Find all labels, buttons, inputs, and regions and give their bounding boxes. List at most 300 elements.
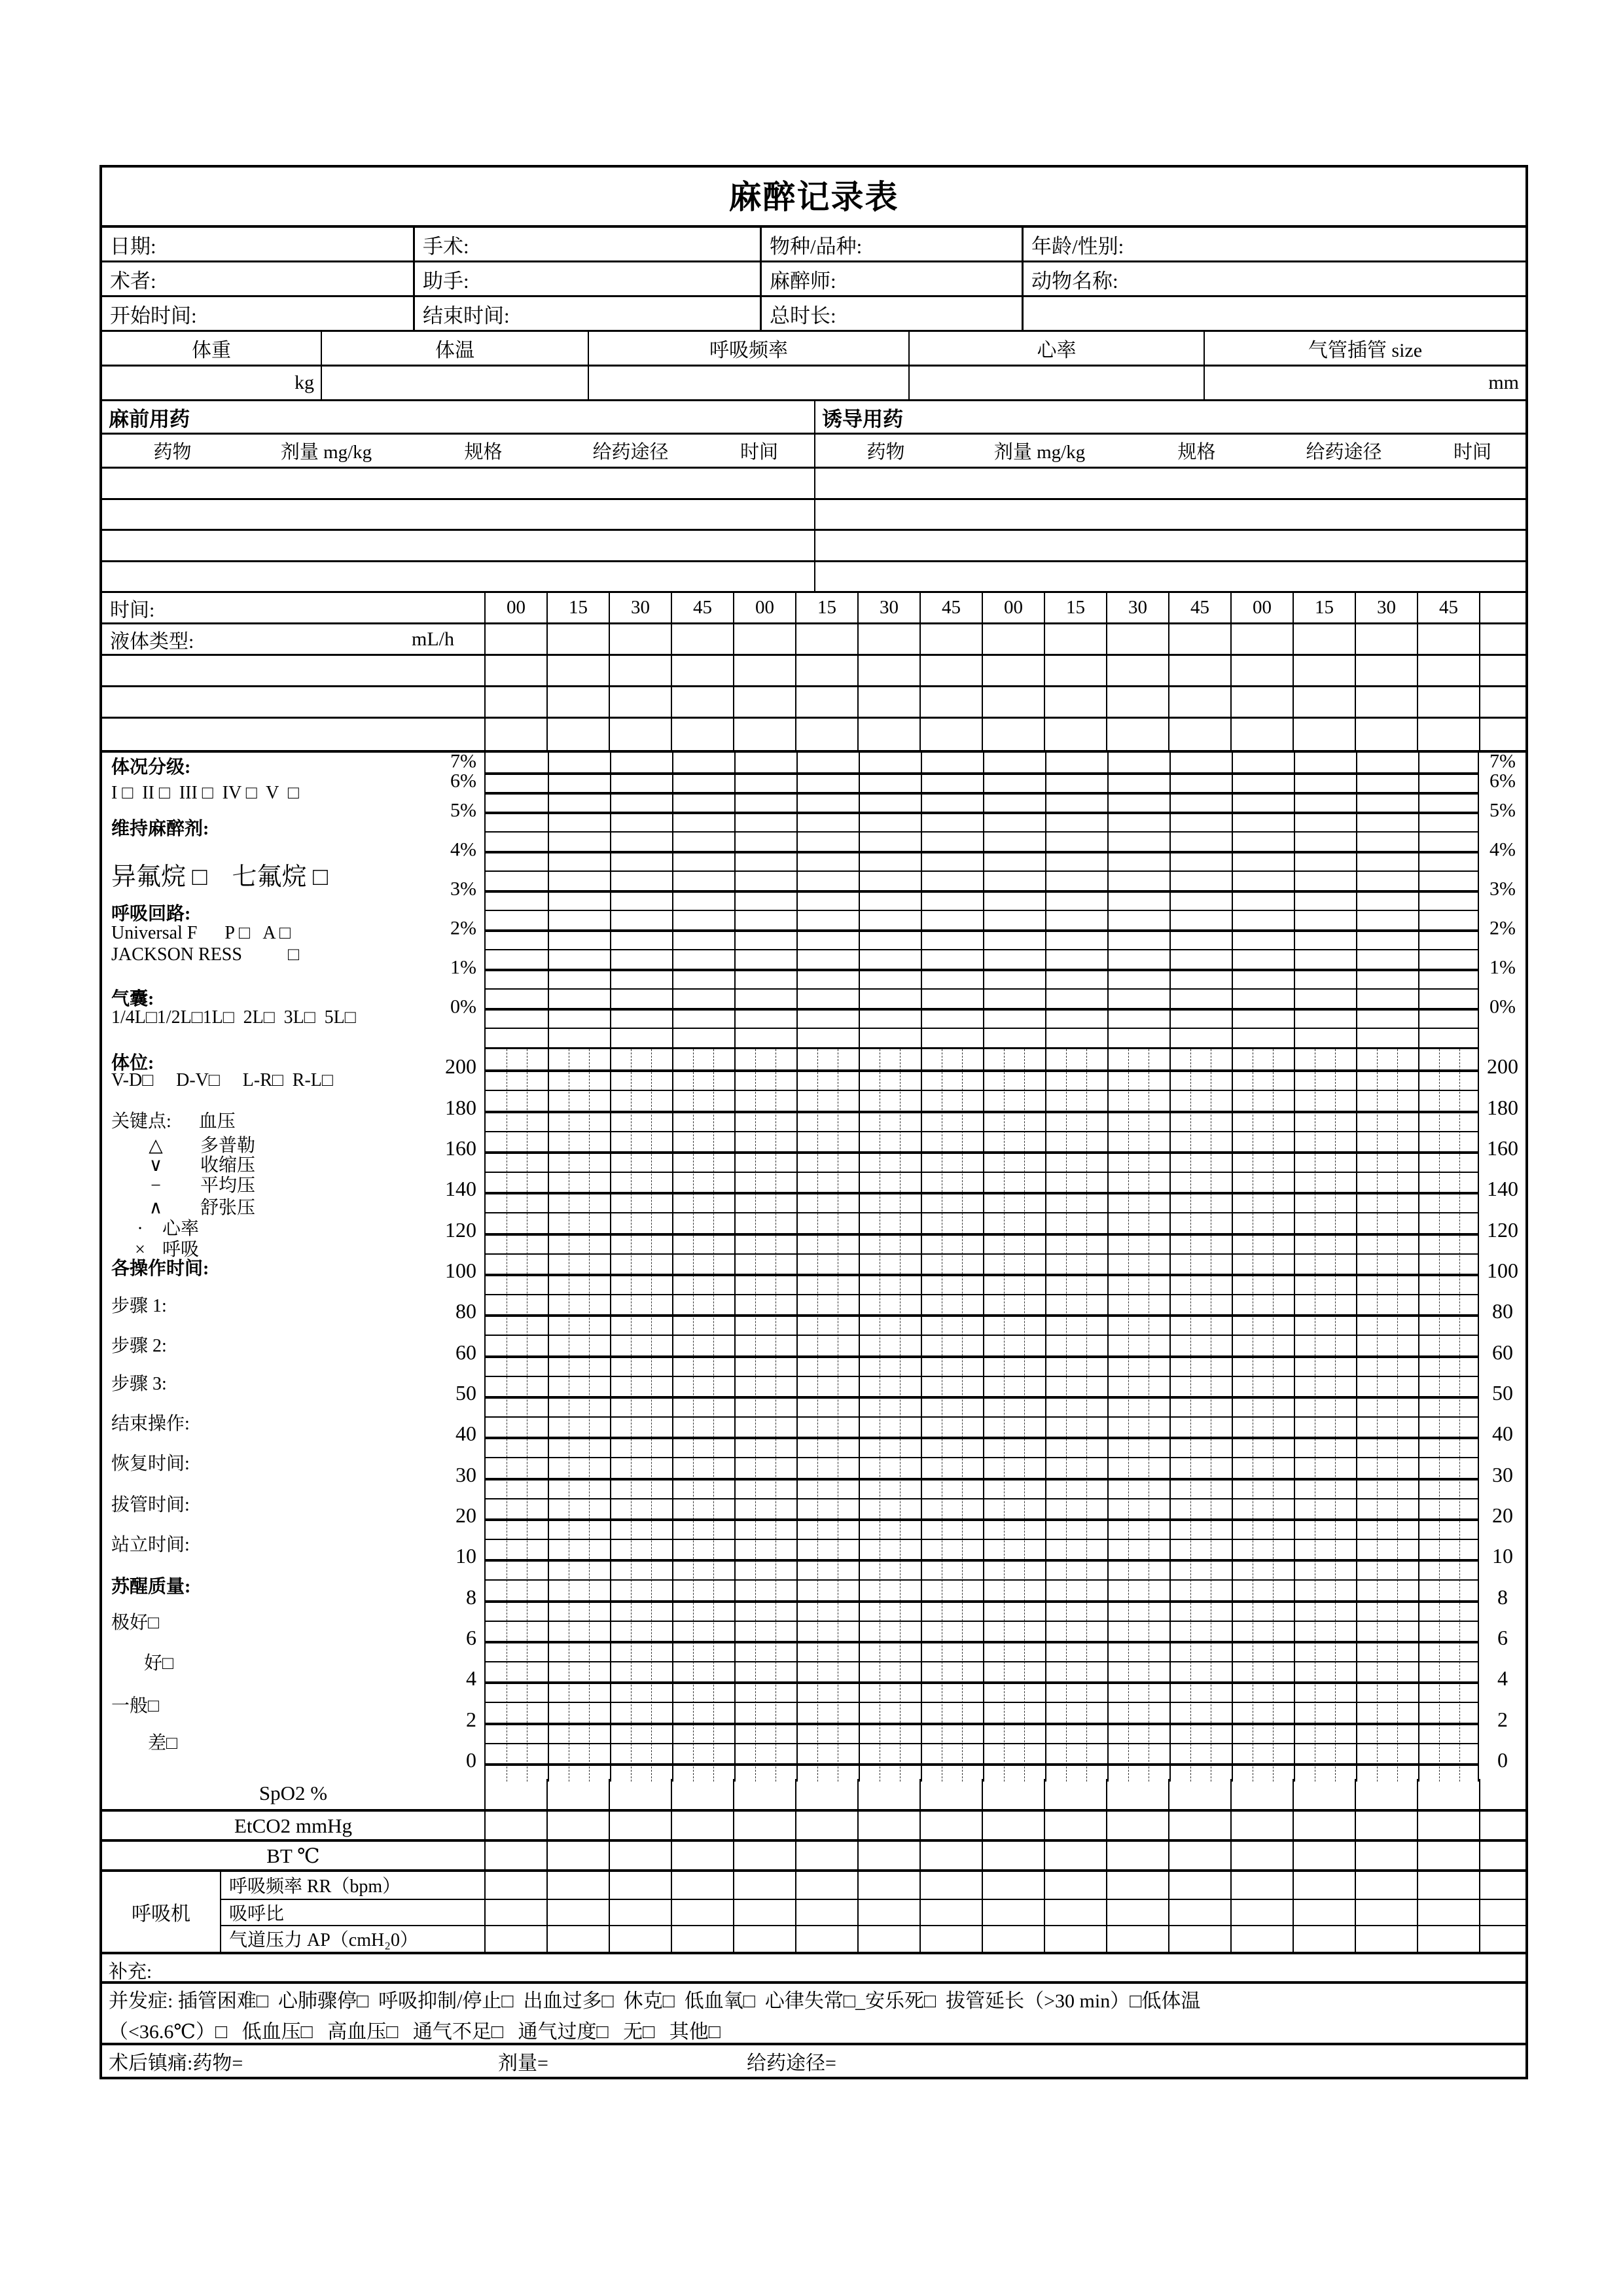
ventilator-cell[interactable] bbox=[982, 1900, 1044, 1926]
bcs-checkboxes[interactable]: I □ II □ III □ IV □ V □ bbox=[111, 783, 299, 803]
vital-tick-left: 100 bbox=[445, 1258, 476, 1282]
quality-excellent-checkbox[interactable]: 极好□ bbox=[111, 1613, 159, 1633]
monitor-cell[interactable] bbox=[795, 1812, 857, 1839]
extra-fluid-cell[interactable] bbox=[1293, 719, 1355, 750]
monitor-cell[interactable] bbox=[546, 1812, 609, 1839]
legend-diastolic: ∧ 舒张压 bbox=[102, 1193, 255, 1219]
vitals-header-row bbox=[102, 332, 1525, 367]
ventilator-cell[interactable] bbox=[857, 1900, 919, 1926]
form-title: 麻醉记录表 bbox=[102, 168, 1525, 228]
extra-fluid-cell[interactable] bbox=[795, 656, 857, 685]
time-cell[interactable]: 45 bbox=[1417, 593, 1479, 622]
info-empty-cell[interactable] bbox=[1022, 297, 1525, 330]
extra-fluid-cell[interactable] bbox=[1044, 687, 1106, 717]
monitor-cell[interactable] bbox=[857, 1779, 919, 1809]
duration-field[interactable] bbox=[760, 297, 1022, 330]
extra-fluid-cell[interactable] bbox=[795, 719, 857, 750]
premed-row[interactable] bbox=[102, 467, 814, 498]
monitor-cell[interactable] bbox=[484, 1779, 546, 1809]
monitor-cell[interactable] bbox=[484, 1812, 546, 1839]
percent-tick-left: 6% bbox=[450, 770, 476, 792]
fluid-cell[interactable] bbox=[1044, 624, 1106, 654]
time-cell[interactable]: 30 bbox=[609, 593, 671, 622]
monitor-cell[interactable] bbox=[1168, 1779, 1230, 1809]
start-time-field[interactable] bbox=[102, 297, 413, 330]
postop-route-field[interactable]: 给药途径= bbox=[747, 2052, 836, 2074]
monitor-cell[interactable] bbox=[857, 1842, 919, 1869]
extra-fluid-label-cell[interactable] bbox=[102, 687, 484, 717]
fluid-cell[interactable] bbox=[857, 624, 919, 654]
extra-fluid-cell[interactable] bbox=[546, 656, 609, 685]
circuit-universal-checkboxes[interactable]: Universal F P □ A □ bbox=[111, 923, 291, 943]
anesthetic-percent-grid[interactable] bbox=[484, 753, 1479, 1047]
col-dose: 剂量 mg/kg bbox=[993, 442, 1086, 463]
extra-fluid-cell[interactable] bbox=[546, 719, 609, 750]
time-cell[interactable]: 30 bbox=[1106, 593, 1168, 622]
postop-dose-field[interactable]: 剂量= bbox=[498, 2052, 548, 2074]
ventilator-cell[interactable] bbox=[733, 1900, 795, 1926]
ventilator-cell-trail[interactable] bbox=[1479, 1872, 1525, 1899]
ventilator-cell[interactable] bbox=[1044, 1872, 1106, 1899]
fluid-cell[interactable] bbox=[919, 624, 982, 654]
extra-fluid-cell[interactable] bbox=[1044, 719, 1106, 750]
extra-fluid-cell[interactable] bbox=[1355, 719, 1417, 750]
monitor-cell[interactable] bbox=[1355, 1812, 1417, 1839]
fluid-cell[interactable] bbox=[484, 624, 546, 654]
monitor-cell-trail[interactable] bbox=[1479, 1842, 1525, 1869]
extra-fluid-label-cell[interactable] bbox=[102, 719, 484, 750]
extra-fluid-cell[interactable] bbox=[484, 656, 546, 685]
monitor-cell[interactable] bbox=[733, 1842, 795, 1869]
vital-tick-left: 6 bbox=[466, 1625, 476, 1649]
ventilator-cell[interactable] bbox=[1293, 1926, 1355, 1952]
monitor-cell[interactable] bbox=[1293, 1779, 1355, 1809]
monitor-cell[interactable] bbox=[1044, 1779, 1106, 1809]
ventilator-cell[interactable] bbox=[1230, 1872, 1293, 1899]
time-cell[interactable]: 45 bbox=[919, 593, 982, 622]
dash-icon: − bbox=[151, 1175, 161, 1196]
percent-tick-right: 5% bbox=[1489, 799, 1516, 821]
bcs-label: 体况分级: bbox=[111, 757, 191, 778]
ventilator-cell[interactable] bbox=[1106, 1900, 1168, 1926]
fluid-cell[interactable] bbox=[609, 624, 671, 654]
keypoints-row bbox=[102, 1107, 236, 1133]
monitor-cell[interactable] bbox=[733, 1812, 795, 1839]
fluid-cell[interactable] bbox=[1230, 624, 1293, 654]
extra-fluid-cell[interactable] bbox=[1044, 656, 1106, 685]
monitor-cell[interactable] bbox=[1417, 1842, 1479, 1869]
ventilator-cell[interactable] bbox=[733, 1872, 795, 1899]
postop-drug-field[interactable]: 术后镇痛:药物= bbox=[109, 2052, 243, 2074]
induction-table bbox=[814, 401, 1527, 591]
ventilator-cell[interactable] bbox=[795, 1926, 857, 1952]
monitor-cell[interactable] bbox=[982, 1779, 1044, 1809]
ventilator-cell[interactable] bbox=[1355, 1926, 1417, 1952]
time-cell[interactable]: 15 bbox=[795, 593, 857, 622]
ventilator-cell[interactable] bbox=[546, 1872, 609, 1899]
step3-field[interactable]: 步骤 3: bbox=[111, 1374, 167, 1394]
recovery-time-field[interactable]: 恢复时间: bbox=[111, 1454, 190, 1474]
ventilator-cell[interactable] bbox=[609, 1900, 671, 1926]
et-tube-header: 气管插管 size bbox=[1204, 332, 1525, 365]
maintenance-checkboxes[interactable]: 异氟烷 □ 七氟烷 □ bbox=[111, 863, 328, 891]
temperature-field[interactable] bbox=[321, 367, 588, 399]
time-cell[interactable]: 15 bbox=[546, 593, 609, 622]
ventilator-cell[interactable] bbox=[546, 1900, 609, 1926]
time-cell[interactable]: 00 bbox=[484, 593, 546, 622]
extra-fluid-cell[interactable] bbox=[857, 687, 919, 717]
monitor-cell[interactable] bbox=[1293, 1842, 1355, 1869]
extra-fluid-cell[interactable] bbox=[1168, 687, 1230, 717]
monitor-cell[interactable] bbox=[671, 1812, 733, 1839]
monitor-cell[interactable] bbox=[1044, 1842, 1106, 1869]
caret-icon: ∧ bbox=[149, 1198, 163, 1218]
quality-poor-checkbox[interactable]: 差□ bbox=[148, 1733, 177, 1753]
ventilator-cell-trail[interactable] bbox=[1479, 1900, 1525, 1926]
extra-fluid-cell[interactable] bbox=[1106, 719, 1168, 750]
date-label: 日期: bbox=[110, 234, 156, 258]
monitor-cell[interactable] bbox=[1230, 1812, 1293, 1839]
ventilator-cell[interactable] bbox=[546, 1926, 609, 1952]
monitor-cell[interactable] bbox=[919, 1812, 982, 1839]
induction-row[interactable] bbox=[815, 498, 1527, 529]
extra-fluid-cell[interactable] bbox=[1230, 687, 1293, 717]
monitor-cell[interactable] bbox=[671, 1842, 733, 1869]
monitor-cell[interactable] bbox=[546, 1779, 609, 1809]
monitor-cell-trail[interactable] bbox=[1479, 1812, 1525, 1839]
dot-icon: · bbox=[137, 1219, 143, 1239]
fluid-cell[interactable] bbox=[733, 624, 795, 654]
fluid-row bbox=[102, 624, 1525, 656]
percent-tick-right: 7% bbox=[1489, 750, 1516, 772]
ventilator-cell[interactable] bbox=[919, 1872, 982, 1899]
monitor-cell[interactable] bbox=[1355, 1842, 1417, 1869]
respiration-header: 呼吸频率 bbox=[588, 332, 908, 365]
monitor-cell[interactable] bbox=[1106, 1779, 1168, 1809]
ventilator-cell-trail[interactable] bbox=[1479, 1926, 1525, 1952]
extra-fluid-cell[interactable] bbox=[733, 656, 795, 685]
vital-tick-right: 100 bbox=[1487, 1258, 1518, 1282]
ventilator-row bbox=[220, 1899, 1525, 1926]
monitor-cell[interactable] bbox=[1168, 1812, 1230, 1839]
ventilator-cell[interactable] bbox=[857, 1872, 919, 1899]
monitor-cell[interactable] bbox=[1044, 1812, 1106, 1839]
extra-fluid-cell-trail[interactable] bbox=[1479, 656, 1525, 685]
monitor-cell[interactable] bbox=[795, 1842, 857, 1869]
respiration-field[interactable] bbox=[588, 367, 908, 399]
quality-fair-checkbox[interactable]: 一般□ bbox=[111, 1696, 159, 1716]
time-cell[interactable]: 00 bbox=[733, 593, 795, 622]
extra-fluid-cell[interactable] bbox=[919, 687, 982, 717]
percent-tick-left: 7% bbox=[450, 750, 476, 772]
extra-fluid-cell[interactable] bbox=[1417, 719, 1479, 750]
ventilator-cell[interactable] bbox=[857, 1926, 919, 1952]
ventilator-cell[interactable] bbox=[733, 1926, 795, 1952]
complications-checkboxes-line1[interactable]: 并发症: 插管困难□ 心肺骤停□ 呼吸抑制/停止□ 出血过多□ 休克□ 低血氧□ 心律失常□_安乐死□ 拔管延长（>30 min）□低体温 bbox=[109, 1990, 1201, 2013]
vital-tick-left: 140 bbox=[445, 1177, 476, 1201]
percent-tick-right: 4% bbox=[1489, 838, 1516, 861]
vital-tick-right: 2 bbox=[1497, 1707, 1508, 1731]
heart-rate-field[interactable] bbox=[908, 367, 1204, 399]
monitor-cell[interactable] bbox=[484, 1842, 546, 1869]
monitor-cell[interactable] bbox=[919, 1842, 982, 1869]
premedication-table bbox=[102, 401, 814, 591]
monitor-cell[interactable] bbox=[1417, 1779, 1479, 1809]
ventilator-cell[interactable] bbox=[1417, 1872, 1479, 1899]
end-time-field[interactable] bbox=[413, 297, 760, 330]
ventilator-cell[interactable] bbox=[1417, 1900, 1479, 1926]
ventilator-cell[interactable] bbox=[484, 1926, 546, 1952]
ventilator-cell[interactable] bbox=[1230, 1900, 1293, 1926]
complications-section bbox=[102, 1981, 1525, 2043]
animal-name-field[interactable] bbox=[1022, 262, 1525, 295]
ventilator-cell[interactable] bbox=[1044, 1926, 1106, 1952]
induction-row[interactable] bbox=[815, 467, 1527, 498]
time-cell[interactable]: 30 bbox=[857, 593, 919, 622]
fluid-cell[interactable] bbox=[1106, 624, 1168, 654]
extra-fluid-cell[interactable] bbox=[1168, 719, 1230, 750]
monitor-cell[interactable] bbox=[1355, 1779, 1417, 1809]
monitor-cell[interactable] bbox=[1293, 1812, 1355, 1839]
percent-tick-left: 4% bbox=[450, 838, 476, 861]
surgery-field[interactable] bbox=[413, 228, 760, 260]
ventilator-cell[interactable] bbox=[919, 1926, 982, 1952]
extra-fluid-cell[interactable] bbox=[609, 719, 671, 750]
extra-fluid-cell-trail[interactable] bbox=[1479, 687, 1525, 717]
ventilator-cell[interactable] bbox=[1044, 1900, 1106, 1926]
vital-tick-right: 10 bbox=[1492, 1544, 1513, 1568]
extra-fluid-label-cell[interactable] bbox=[102, 656, 484, 685]
induction-row[interactable] bbox=[815, 560, 1527, 592]
circuit-label: 呼吸回路: bbox=[111, 904, 191, 924]
vital-tick-right: 80 bbox=[1492, 1299, 1513, 1323]
time-cell[interactable]: 00 bbox=[982, 593, 1044, 622]
position-label: 体位: bbox=[111, 1053, 154, 1073]
monitor-cell[interactable] bbox=[1106, 1842, 1168, 1869]
monitor-cell-trail[interactable] bbox=[1479, 1779, 1525, 1809]
ventilator-cell[interactable] bbox=[671, 1926, 733, 1952]
fluid-cell[interactable] bbox=[1168, 624, 1230, 654]
premed-row[interactable] bbox=[102, 529, 814, 560]
info-row-3 bbox=[102, 297, 1525, 332]
vital-tick-left: 50 bbox=[455, 1380, 476, 1405]
quality-good-checkbox[interactable]: 好□ bbox=[144, 1653, 173, 1674]
extubation-time-field[interactable]: 拔管时间: bbox=[111, 1495, 190, 1515]
extra-fluid-cell[interactable] bbox=[609, 687, 671, 717]
monitor-cell[interactable] bbox=[1168, 1842, 1230, 1869]
extra-fluid-cell[interactable] bbox=[1106, 656, 1168, 685]
fluid-cell-trail[interactable] bbox=[1479, 624, 1525, 654]
monitor-cell[interactable] bbox=[1417, 1812, 1479, 1839]
extra-fluid-cell[interactable] bbox=[1355, 687, 1417, 717]
vital-tick-right: 20 bbox=[1492, 1503, 1513, 1527]
fluid-cell[interactable] bbox=[671, 624, 733, 654]
fluid-cell[interactable] bbox=[546, 624, 609, 654]
monitor-cell[interactable] bbox=[857, 1812, 919, 1839]
vital-tick-right: 60 bbox=[1492, 1340, 1513, 1364]
ventilator-cell[interactable] bbox=[1230, 1926, 1293, 1952]
ventilator-cell[interactable] bbox=[795, 1872, 857, 1899]
monitor-cell[interactable] bbox=[795, 1779, 857, 1809]
ventilator-row bbox=[220, 1872, 1525, 1899]
monitor-section bbox=[102, 1779, 1525, 1869]
keypoints-label: 关键点: bbox=[111, 1111, 171, 1132]
supplement-field[interactable]: 补充: bbox=[102, 1952, 1525, 1981]
weight-field[interactable] bbox=[102, 367, 321, 399]
extra-fluid-cell[interactable] bbox=[1293, 656, 1355, 685]
extra-fluid-cell[interactable] bbox=[1293, 687, 1355, 717]
vee-icon: ∨ bbox=[149, 1155, 163, 1175]
time-cell[interactable]: 15 bbox=[1044, 593, 1106, 622]
extra-fluid-cell[interactable] bbox=[1417, 687, 1479, 717]
extra-fluid-cell[interactable] bbox=[857, 719, 919, 750]
bag-checkboxes[interactable]: 1/4L□1/2L□1L□ 2L□ 3L□ 5L□ bbox=[111, 1007, 356, 1028]
vital-tick-right: 200 bbox=[1487, 1054, 1518, 1079]
extra-fluid-cell[interactable] bbox=[1168, 656, 1230, 685]
extra-fluid-cell[interactable] bbox=[1355, 656, 1417, 685]
ventilator-cell[interactable] bbox=[919, 1900, 982, 1926]
ventilator-cell[interactable] bbox=[982, 1926, 1044, 1952]
ventilator-cell[interactable] bbox=[1293, 1872, 1355, 1899]
extra-fluid-cell[interactable] bbox=[484, 687, 546, 717]
step2-field[interactable]: 步骤 2: bbox=[111, 1336, 167, 1356]
position-checkboxes[interactable]: V-D□ D-V□ L-R□ R-L□ bbox=[111, 1070, 333, 1090]
extra-fluid-cell-trail[interactable] bbox=[1479, 719, 1525, 750]
info-row-1 bbox=[102, 228, 1525, 262]
time-cell-trail[interactable] bbox=[1479, 593, 1525, 622]
extra-fluid-cell[interactable] bbox=[795, 687, 857, 717]
extra-fluid-cell[interactable] bbox=[1230, 719, 1293, 750]
circuit-jackson-checkbox[interactable]: JACKSON RESS □ bbox=[111, 944, 299, 965]
extra-fluid-cell[interactable] bbox=[982, 656, 1044, 685]
monitor-cell[interactable] bbox=[919, 1779, 982, 1809]
ventilator-cell[interactable] bbox=[484, 1900, 546, 1926]
ventilator-cell[interactable] bbox=[982, 1872, 1044, 1899]
time-cell[interactable]: 45 bbox=[671, 593, 733, 622]
percent-tick-left: 0% bbox=[450, 996, 476, 1018]
premed-row[interactable] bbox=[102, 498, 814, 529]
info-row-2 bbox=[102, 262, 1525, 297]
col-dose: 剂量 mg/kg bbox=[280, 442, 372, 463]
ventilator-cell[interactable] bbox=[1417, 1926, 1479, 1952]
extra-fluid-cell[interactable] bbox=[733, 719, 795, 750]
end-operation-field[interactable]: 结束操作: bbox=[111, 1414, 190, 1434]
monitor-cell[interactable] bbox=[546, 1842, 609, 1869]
ventilator-cell[interactable] bbox=[671, 1900, 733, 1926]
fluid-cell[interactable] bbox=[1417, 624, 1479, 654]
vital-tick-right: 6 bbox=[1497, 1625, 1508, 1649]
monitor-cell[interactable] bbox=[982, 1812, 1044, 1839]
vital-tick-right: 4 bbox=[1497, 1666, 1508, 1691]
standing-time-field[interactable]: 站立时间: bbox=[111, 1535, 190, 1555]
time-cell[interactable]: 15 bbox=[1293, 593, 1355, 622]
monitor-cell[interactable] bbox=[733, 1779, 795, 1809]
monitor-cell[interactable] bbox=[1230, 1779, 1293, 1809]
monitor-cell[interactable] bbox=[982, 1842, 1044, 1869]
extra-fluid-cell[interactable] bbox=[857, 656, 919, 685]
col-route: 给药途径 bbox=[1306, 442, 1382, 463]
ventilator-cell[interactable] bbox=[609, 1926, 671, 1952]
end-time-label: 结束时间: bbox=[423, 304, 510, 327]
time-cell[interactable]: 45 bbox=[1168, 593, 1230, 622]
ventilator-cell[interactable] bbox=[1106, 1872, 1168, 1899]
vital-tick-left: 160 bbox=[445, 1136, 476, 1160]
percent-tick-left: 3% bbox=[450, 878, 476, 900]
time-cell[interactable]: 30 bbox=[1355, 593, 1417, 622]
monitor-row bbox=[102, 1809, 1525, 1839]
ventilator-cell[interactable] bbox=[1106, 1926, 1168, 1952]
assistant-field[interactable] bbox=[413, 262, 760, 295]
monitor-cell[interactable] bbox=[609, 1842, 671, 1869]
extra-fluid-cell[interactable] bbox=[919, 719, 982, 750]
induction-row[interactable] bbox=[815, 529, 1527, 560]
extra-fluid-row bbox=[102, 656, 1525, 687]
extra-fluid-cell[interactable] bbox=[982, 719, 1044, 750]
extra-fluid-cell[interactable] bbox=[546, 687, 609, 717]
fluid-cell[interactable] bbox=[795, 624, 857, 654]
species-label: 物种/品种: bbox=[770, 234, 863, 258]
monitor-cell[interactable] bbox=[609, 1812, 671, 1839]
monitor-cell[interactable] bbox=[671, 1779, 733, 1809]
extra-fluid-cell[interactable] bbox=[1417, 656, 1479, 685]
ventilator-cell[interactable] bbox=[1168, 1872, 1230, 1899]
extra-fluid-cell[interactable] bbox=[1106, 687, 1168, 717]
step1-field[interactable]: 步骤 1: bbox=[111, 1296, 167, 1316]
ventilator-row bbox=[220, 1925, 1525, 1952]
fluid-cell[interactable] bbox=[1355, 624, 1417, 654]
kg-unit: kg bbox=[294, 372, 314, 393]
monitor-cell[interactable] bbox=[1230, 1842, 1293, 1869]
premedication-title: 麻前用药 bbox=[109, 407, 190, 431]
ventilator-cell[interactable] bbox=[484, 1872, 546, 1899]
surgeon-field[interactable] bbox=[102, 262, 413, 295]
ventilator-cell[interactable] bbox=[795, 1900, 857, 1926]
date-field[interactable] bbox=[102, 228, 413, 260]
ventilator-cell[interactable] bbox=[1168, 1926, 1230, 1952]
extra-fluid-cell[interactable] bbox=[671, 719, 733, 750]
age-sex-label: 年龄/性别: bbox=[1031, 234, 1124, 258]
extra-fluid-cell[interactable] bbox=[1230, 656, 1293, 685]
monitor-row-label: EtCO2 mmHg bbox=[234, 1814, 352, 1837]
ventilator-cell[interactable] bbox=[609, 1872, 671, 1899]
species-field[interactable] bbox=[760, 228, 1022, 260]
extra-fluid-cell[interactable] bbox=[671, 656, 733, 685]
extra-fluid-cell[interactable] bbox=[609, 656, 671, 685]
extra-fluid-row bbox=[102, 719, 1525, 750]
ventilator-cell[interactable] bbox=[1355, 1872, 1417, 1899]
ventilator-cell[interactable] bbox=[1168, 1900, 1230, 1926]
extra-fluid-cell[interactable] bbox=[919, 656, 982, 685]
ventilator-cell[interactable] bbox=[1293, 1900, 1355, 1926]
extra-fluid-cell[interactable] bbox=[671, 687, 733, 717]
ventilator-cell[interactable] bbox=[1355, 1900, 1417, 1926]
premed-row[interactable] bbox=[102, 560, 814, 592]
extra-fluid-cell[interactable] bbox=[484, 719, 546, 750]
ventilator-cell[interactable] bbox=[671, 1872, 733, 1899]
complications-checkboxes-line2[interactable]: （<36.6℃）□ 低血压□ 高血压□ 通气不足□ 通气过度□ 无□ 其他□ bbox=[109, 2021, 721, 2043]
time-cell[interactable]: 00 bbox=[1230, 593, 1293, 622]
monitor-cell[interactable] bbox=[609, 1779, 671, 1809]
extra-fluid-cell[interactable] bbox=[982, 687, 1044, 717]
fluid-cell[interactable] bbox=[1293, 624, 1355, 654]
et-tube-field[interactable] bbox=[1204, 367, 1525, 399]
monitor-cell[interactable] bbox=[1106, 1812, 1168, 1839]
extra-fluid-cell[interactable] bbox=[733, 687, 795, 717]
vitals-plot-grid[interactable] bbox=[484, 1047, 1479, 1782]
anesthetist-field[interactable] bbox=[760, 262, 1022, 295]
age-sex-field[interactable] bbox=[1022, 228, 1525, 260]
fluid-cell[interactable] bbox=[982, 624, 1044, 654]
